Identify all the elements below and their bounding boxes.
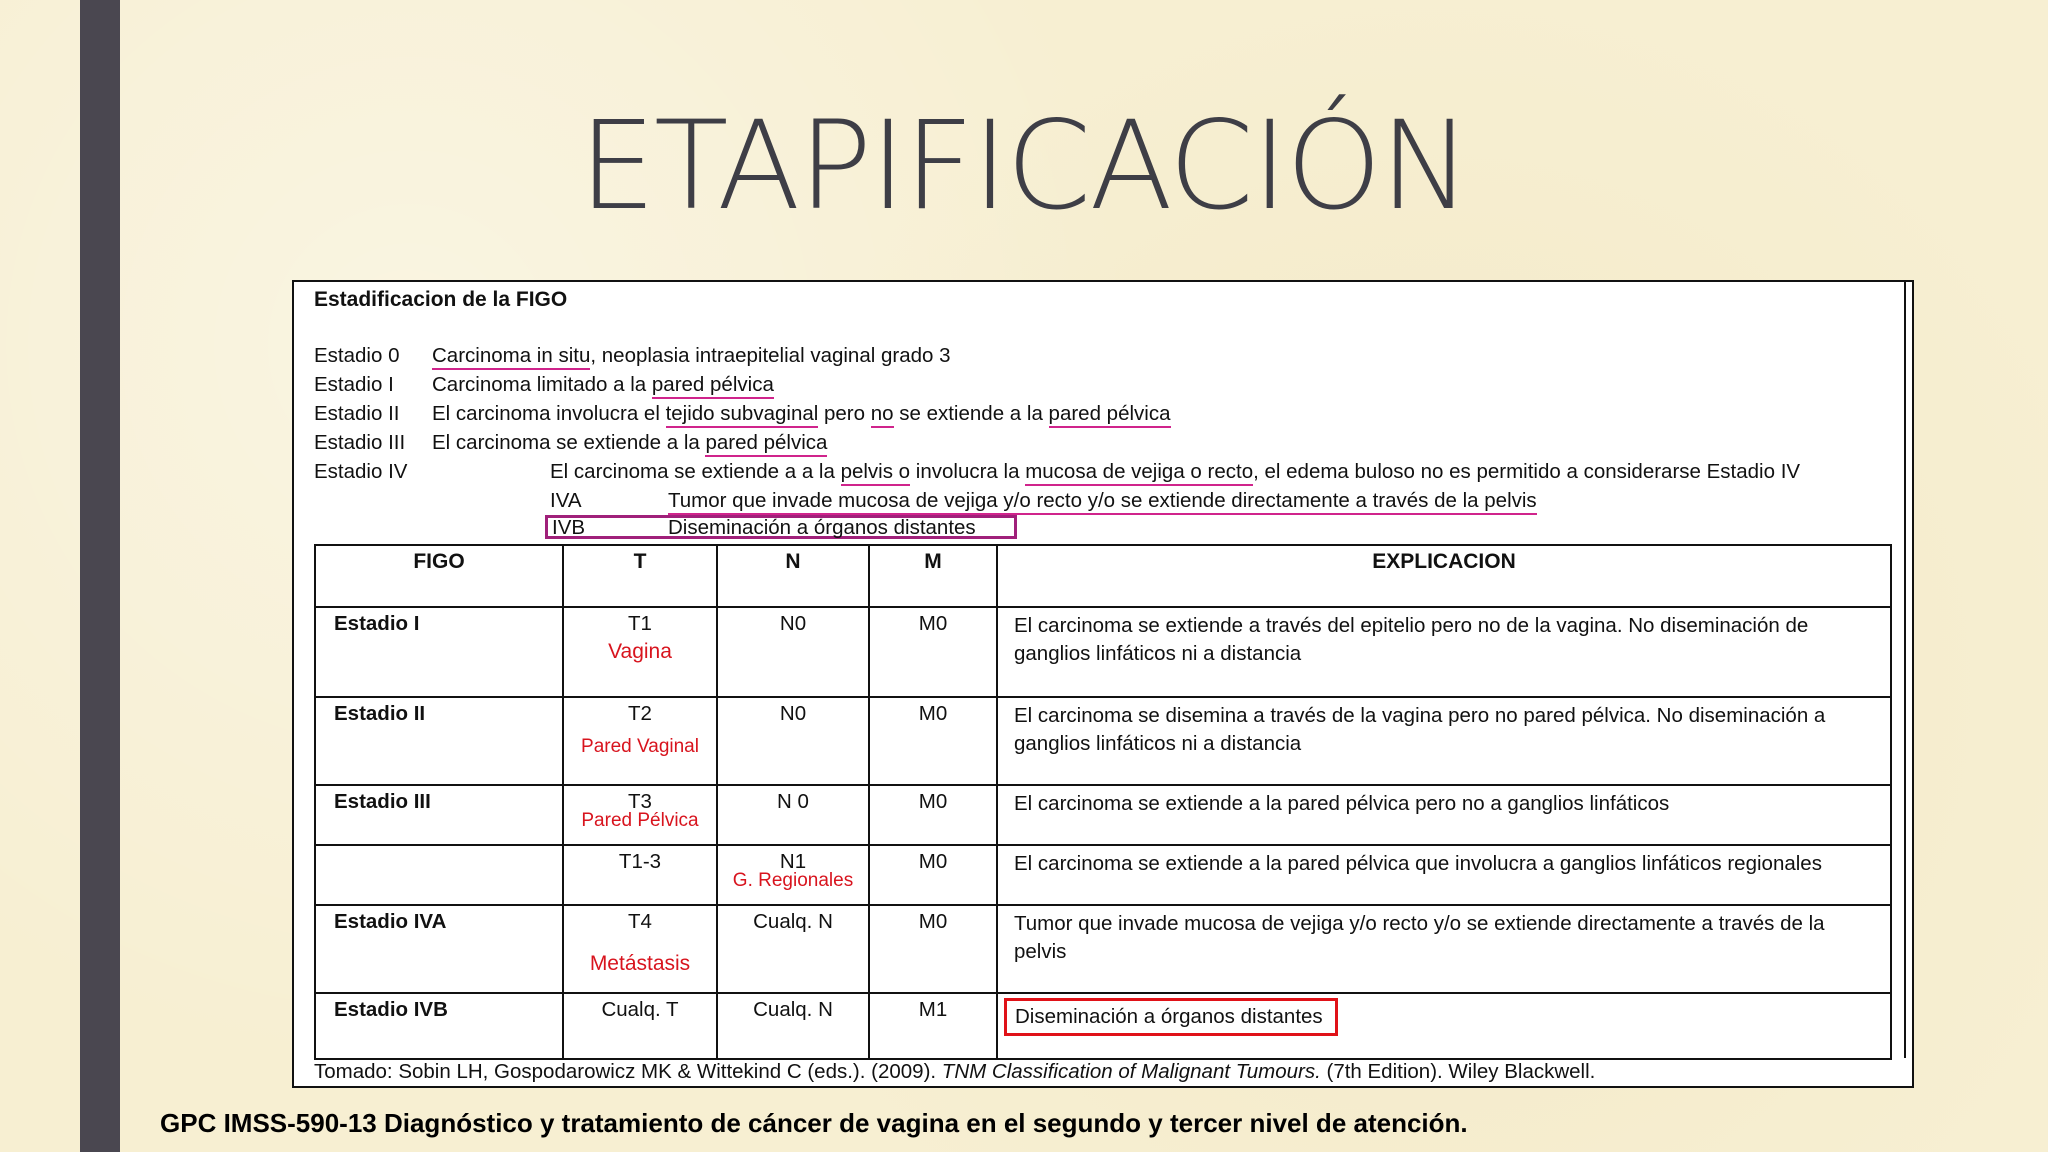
t-annotation: Metástasis bbox=[589, 952, 691, 975]
cell-t: T2 Pared Vaginal bbox=[563, 697, 717, 785]
stage-4-description: El carcinoma se extiende a a la pelvis o involucra la mucosa de vejiga o recto, el edema buloso no es permitido a considerarse Estadio IV bbox=[550, 460, 1800, 484]
cell-m: M0 bbox=[869, 905, 997, 993]
stage-2-code: Estadio II bbox=[314, 402, 400, 425]
table-header-row bbox=[315, 545, 1891, 607]
table-row bbox=[315, 697, 1891, 785]
cell-figo: Estadio III bbox=[315, 785, 563, 845]
document-edge-line bbox=[1904, 282, 1906, 1058]
cell-m: M0 bbox=[869, 607, 997, 697]
cell-n: Cualq. N bbox=[717, 993, 869, 1059]
cell-figo: Estadio I bbox=[315, 607, 563, 697]
cell-n: N0 bbox=[717, 697, 869, 785]
substage-ivb-code: IVB bbox=[552, 516, 586, 539]
table-row bbox=[315, 607, 1891, 697]
stage-1-code: Estadio I bbox=[314, 373, 394, 396]
document-heading: Estadificacion de la FIGO bbox=[314, 288, 568, 311]
header-m: M bbox=[869, 545, 997, 607]
header-figo: FIGO bbox=[315, 545, 563, 607]
cell-n: N0 bbox=[717, 607, 869, 697]
ivb-explanation-highlight: Diseminación a órganos distantes bbox=[1004, 998, 1338, 1036]
t-annotation: Pared Pélvica bbox=[581, 810, 699, 831]
cell-explicacion: El carcinoma se extiende a la pared pélvica pero no a ganglios linfáticos bbox=[997, 785, 1891, 845]
substage-iva-description: Tumor que invade mucosa de vejiga y/o recto y/o se extiende directamente a través de la pelvis bbox=[668, 489, 1537, 513]
table-row bbox=[315, 905, 1891, 993]
cell-n: N 0 bbox=[717, 785, 869, 845]
stage-0-description: Carcinoma in situ, neoplasia intraepitelial vaginal grado 3 bbox=[432, 344, 951, 368]
cell-figo bbox=[315, 845, 563, 905]
cell-explicacion bbox=[997, 993, 1891, 1059]
slide-footer-reference: GPC IMSS-590-13 Diagnóstico y tratamiento de cáncer de vagina en el segundo y tercer nivel de atención. bbox=[160, 1108, 1468, 1138]
stage-3-code: Estadio III bbox=[314, 431, 406, 454]
cell-t: Cualq. T bbox=[563, 993, 717, 1059]
table-row bbox=[315, 785, 1891, 845]
t-annotation: Pared Vaginal bbox=[581, 736, 699, 757]
cell-n: N1 G. Regionales bbox=[717, 845, 869, 905]
table-citation: Tomado: Sobin LH, Gospodarowicz MK & Wittekind C (eds.). (2009). TNM Classification of Malignant Tumours. (7th Edition). Wiley Blackwell. bbox=[314, 1060, 1596, 1083]
cell-t: T1 Vagina bbox=[563, 607, 717, 697]
cell-m: M1 bbox=[869, 993, 997, 1059]
tnm-table bbox=[314, 544, 1892, 1060]
slide-title: ETAPIFICACIÓN bbox=[578, 95, 1470, 237]
header-n: N bbox=[717, 545, 869, 607]
substage-iva-code: IVA bbox=[550, 489, 582, 512]
cell-t: T3 Pared Pélvica bbox=[563, 785, 717, 845]
header-explicacion: EXPLICACION bbox=[997, 545, 1891, 607]
n-annotation: G. Regionales bbox=[732, 870, 854, 891]
cell-n: Cualq. N bbox=[717, 905, 869, 993]
table-row bbox=[315, 845, 1891, 905]
cell-explicacion: Tumor que invade mucosa de vejiga y/o recto y/o se extiende directamente a través de la pelvis bbox=[997, 905, 1891, 993]
stage-1-description: Carcinoma limitado a la pared pélvica bbox=[432, 373, 774, 397]
stage-3-description: El carcinoma se extiende a la pared pélvica bbox=[432, 431, 827, 455]
cell-m: M0 bbox=[869, 845, 997, 905]
cell-m: M0 bbox=[869, 785, 997, 845]
t-annotation: Vagina bbox=[608, 640, 672, 663]
cell-m: M0 bbox=[869, 697, 997, 785]
cell-explicacion: El carcinoma se disemina a través de la vagina pero no pared pélvica. No diseminación a ganglios linfáticos ni a distancia bbox=[997, 697, 1891, 785]
cell-figo: Estadio IVA bbox=[315, 905, 563, 993]
figo-staging-document bbox=[292, 280, 1914, 1088]
substage-ivb-description: Diseminación a órganos distantes bbox=[668, 516, 976, 539]
header-t: T bbox=[563, 545, 717, 607]
stage-4-code: Estadio IV bbox=[314, 460, 408, 483]
stage-0-code: Estadio 0 bbox=[314, 344, 400, 367]
table-row bbox=[315, 993, 1891, 1059]
cell-t: T4 Metástasis bbox=[563, 905, 717, 993]
cell-figo: Estadio IVB bbox=[315, 993, 563, 1059]
cell-figo: Estadio II bbox=[315, 697, 563, 785]
cell-explicacion: El carcinoma se extiende a través del epitelio pero no de la vagina. No diseminación de ganglios linfáticos ni a distancia bbox=[997, 607, 1891, 697]
stage-2-description: El carcinoma involucra el tejido subvaginal pero no se extiende a la pared pélvica bbox=[432, 402, 1171, 426]
cell-explicacion: El carcinoma se extiende a la pared pélvica que involucra a ganglios linfáticos regionales bbox=[997, 845, 1891, 905]
cell-t: T1-3 bbox=[563, 845, 717, 905]
